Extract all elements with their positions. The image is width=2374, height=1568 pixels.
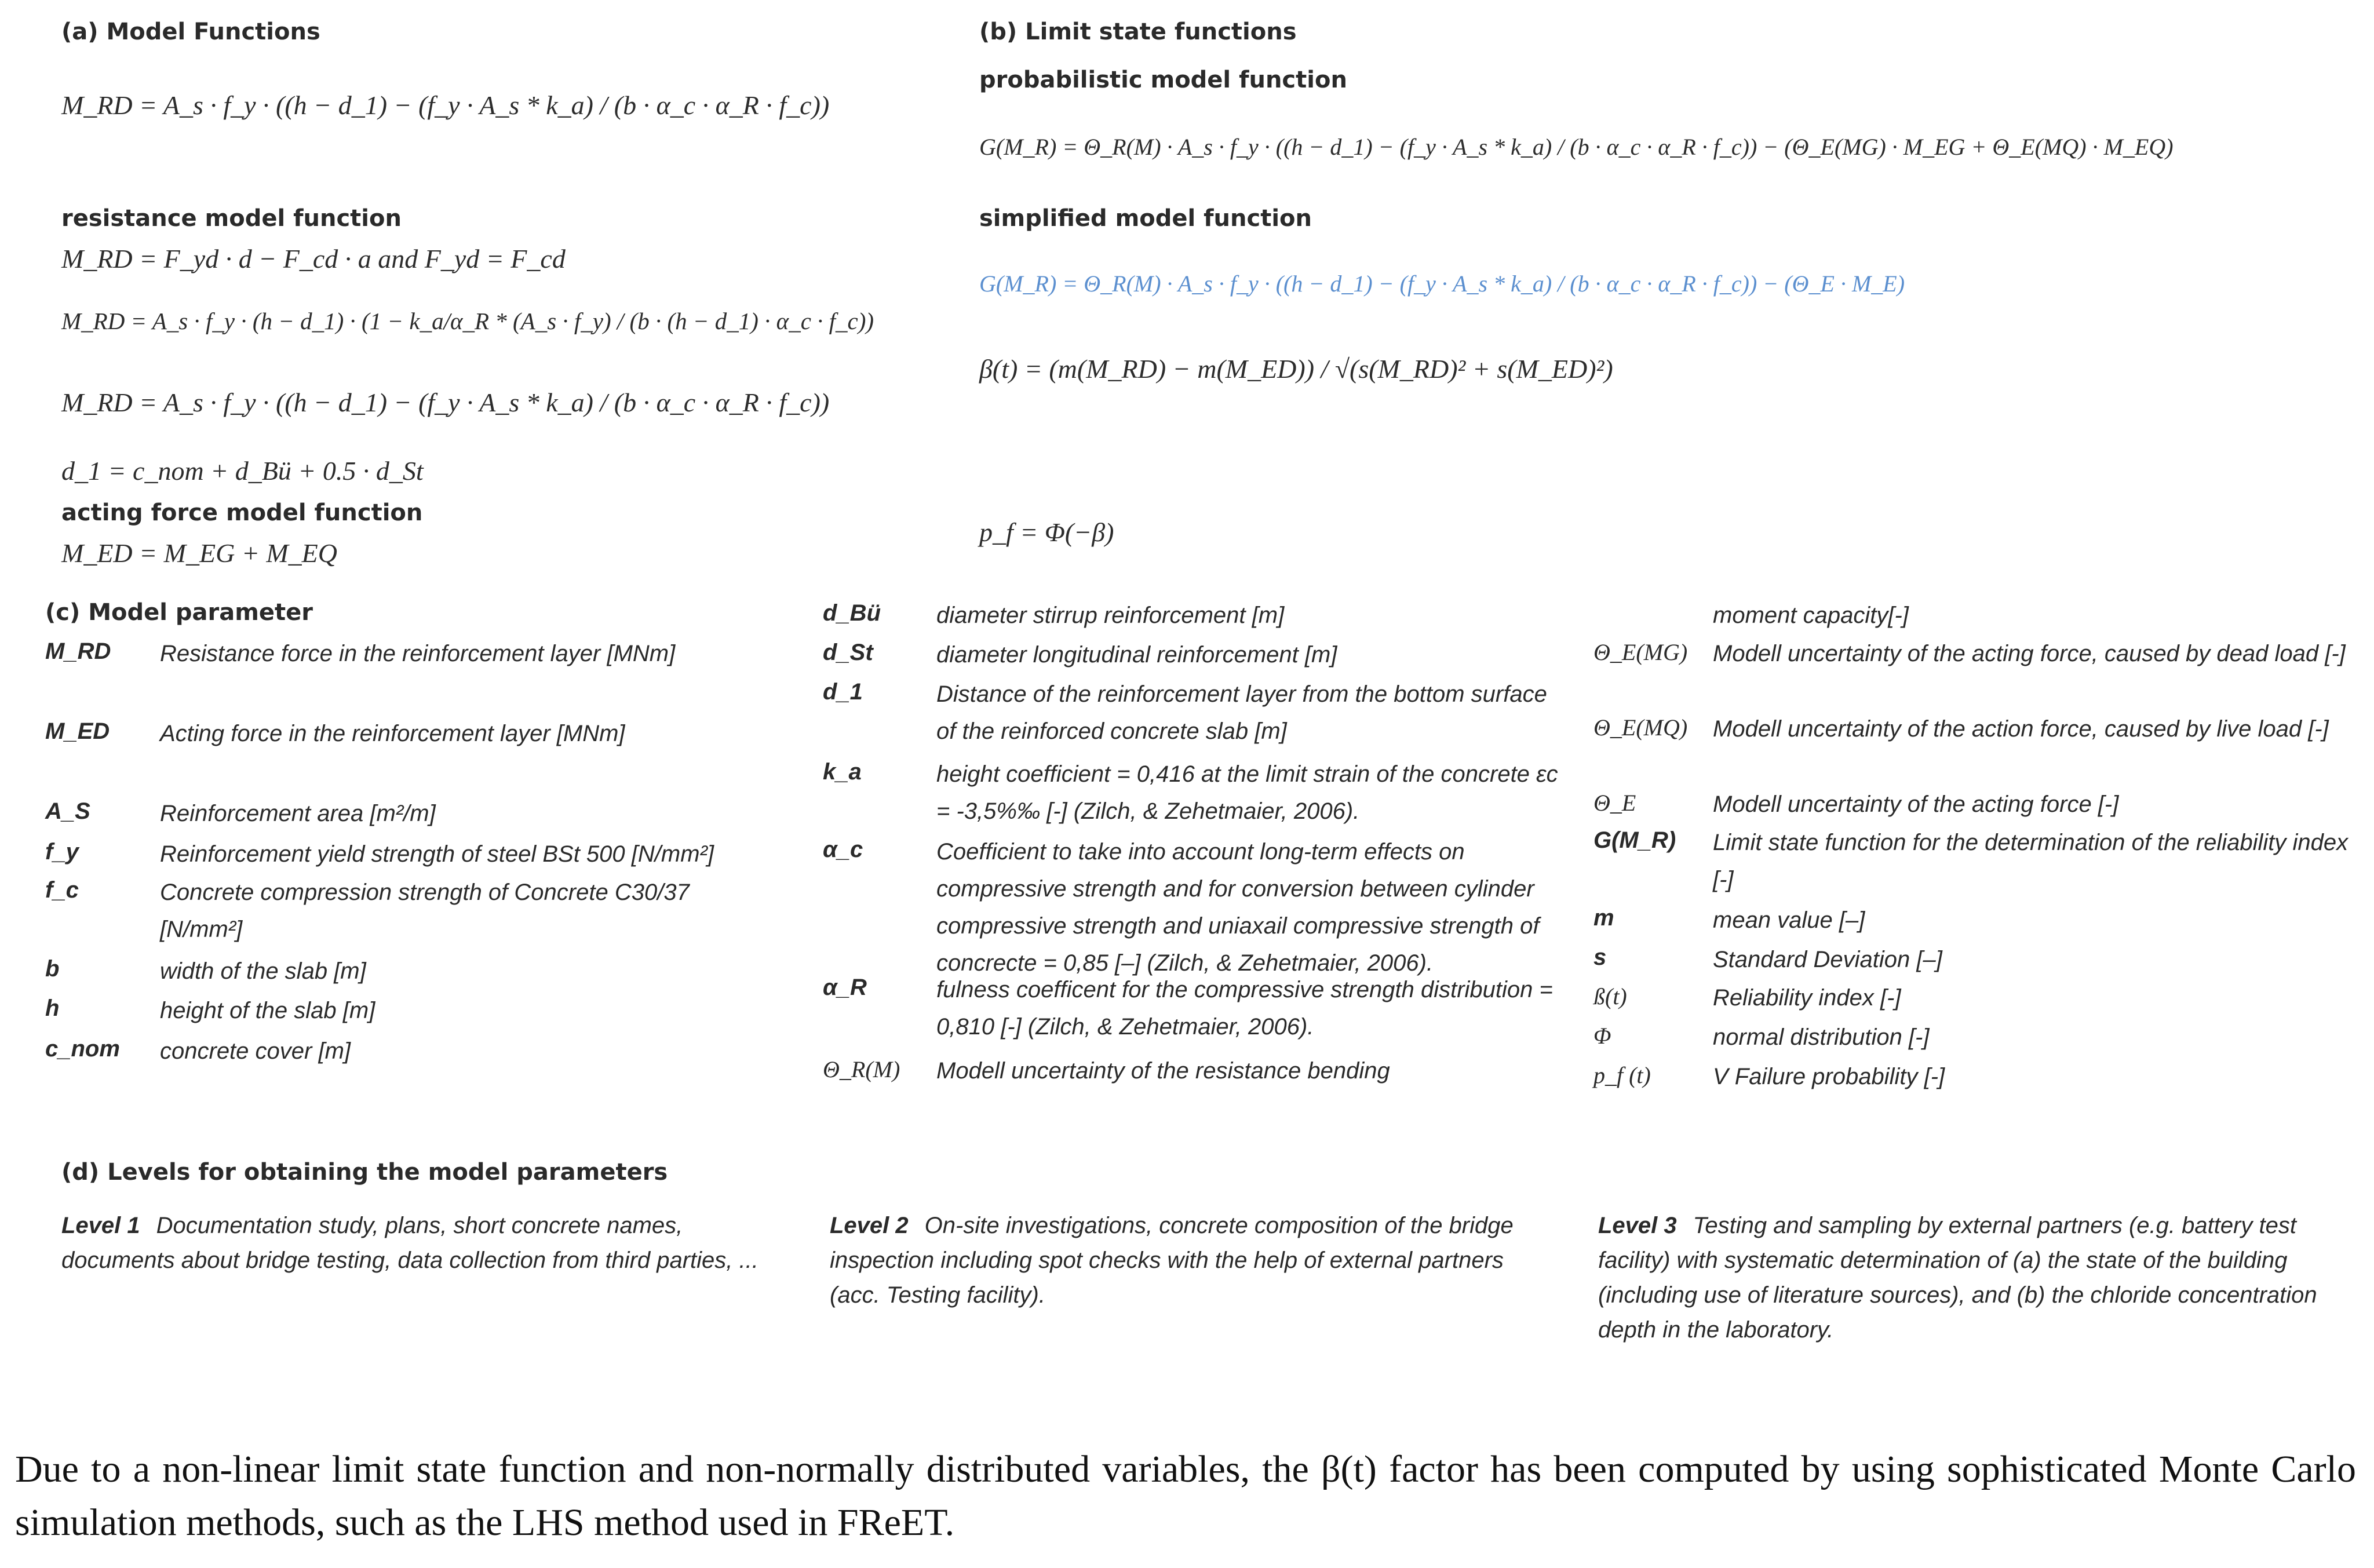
param-symbol: d_1 bbox=[823, 679, 863, 705]
param-definition: Modell uncertainty of the acting force [-] bbox=[1713, 792, 2119, 817]
param-symbol: h bbox=[45, 996, 60, 1021]
level-2-block bbox=[830, 1208, 1548, 1312]
param-symbol: d_St bbox=[823, 640, 873, 665]
simplified-heading: simplified model function bbox=[979, 205, 1312, 232]
panel-a-title: (a) Model Functions bbox=[61, 19, 320, 45]
param-definition: Limit state function for the determination of the reliability index [-] bbox=[1713, 830, 2349, 892]
param-definition: Coefficient to take into account long-term effects on compressive strength and for conversion between cylinder compressive strength and uniaxail compressive strength of concrecte = 0,85 [–] (Zilch, & Zehetmaier, 2006). bbox=[936, 839, 1540, 976]
param-definition: normal distribution [-] bbox=[1713, 1024, 1930, 1050]
param-definition: fulness coefficent for the compressive strength distribution = 0,810 [-] (Zilch, & Zehetmaier, 2006). bbox=[936, 977, 1553, 1040]
level-text: Testing and sampling by external partners (e.g. battery test facility) with systematic determination of (a) the state of the building (including use of literature sources), and (b) the chloride concentration depth in the laboratory. bbox=[1598, 1213, 2317, 1343]
param-definition: Reinforcement yield strength of steel BSt 500 [N/mm²] bbox=[160, 841, 714, 867]
param-definition: Distance of the reinforcement layer from the bottom surface of the reinforced concrete slab [m] bbox=[936, 681, 1547, 744]
probabilistic-heading: probabilistic model function bbox=[979, 67, 1347, 93]
level-label: Level 3 bbox=[1598, 1213, 1677, 1238]
param-symbol: α_R bbox=[823, 975, 867, 1000]
param-definition: Standard Deviation [–] bbox=[1713, 947, 1942, 972]
param-symbol: c_nom bbox=[45, 1036, 120, 1062]
param-symbol: s bbox=[1593, 945, 1607, 970]
panel-c-title: (c) Model parameter bbox=[45, 599, 313, 626]
param-symbol: p_f (t) bbox=[1593, 1062, 1651, 1088]
equation-pf: p_f = Φ(−β) bbox=[979, 517, 1114, 547]
param-definition: Modell uncertainty of the acting force, caused by dead load [-] bbox=[1713, 641, 2346, 666]
equation-resistance-2: M_RD = A_s · f_y · (h − d_1) · (1 − k_a/α_R * (A_s · f_y) / (b · (h − d_1) · α_c · f_c)) bbox=[61, 308, 874, 334]
panel-d-title: (d) Levels for obtaining the model parameters bbox=[61, 1159, 668, 1186]
equation-resistance-3: M_RD = A_s · f_y · ((h − d_1) − (f_y · A_s * k_a) / (b · α_c · α_R · f_c)) bbox=[61, 388, 830, 417]
param-definition: diameter stirrup reinforcement [m] bbox=[936, 603, 1285, 628]
resistance-heading: resistance model function bbox=[61, 205, 402, 232]
param-symbol: ß(t) bbox=[1593, 983, 1627, 1009]
param-symbol: M_ED bbox=[45, 719, 110, 744]
param-definition: V Failure probability [-] bbox=[1713, 1064, 1945, 1089]
param-symbol: M_RD bbox=[45, 639, 111, 664]
param-definition: Reliability index [-] bbox=[1713, 985, 1901, 1011]
level-1-block bbox=[61, 1208, 768, 1278]
figure-caption: Due to a non-linear limit state function and non-normally distributed variables, the β(t) factor has been computed by using sophisticated Monte Carlo simulation methods, such as the LHS method used in FReET. bbox=[15, 1448, 2356, 1544]
equation-simplified: G(M_R) = Θ_R(M) · A_s · f_y · ((h − d_1) − (f_y · A_s * k_a) / (b · α_c · α_R · f_c)) − (Θ_E · M_E) bbox=[979, 271, 1905, 297]
param-definition: Resistance force in the reinforcement layer [MNm] bbox=[160, 641, 676, 666]
param-definition: Acting force in the reinforcement layer [MNm] bbox=[160, 721, 625, 746]
param-definition: diameter longitudinal reinforcement [m] bbox=[936, 642, 1337, 668]
level-text: On-site investigations, concrete composition of the bridge inspection including spot checks with the help of external partners (acc. Testing facility). bbox=[830, 1213, 1514, 1308]
equation-beta: β(t) = (m(M_RD) − m(M_ED)) / √(s(M_RD)² + s(M_ED)²) bbox=[979, 354, 1613, 384]
param-definition: Concrete compression strength of Concrete C30/37 [N/mm²] bbox=[160, 880, 690, 942]
param-symbol: d_Bü bbox=[823, 600, 881, 626]
param-symbol: Θ_E(MG) bbox=[1593, 639, 1688, 665]
param-definition: height coefficient = 0,416 at the limit strain of the concrete εc = -3,5%‰ [-] (Zilch, & Zehetmaier, 2006). bbox=[936, 761, 1558, 824]
param-symbol: Θ_E bbox=[1593, 790, 1636, 816]
param-definition: Modell uncertainty of the resistance bending bbox=[936, 1058, 1390, 1084]
level-label: Level 1 bbox=[61, 1213, 140, 1238]
param-symbol: b bbox=[45, 956, 60, 982]
param-definition: width of the slab [m] bbox=[160, 958, 366, 984]
equation-med: M_ED = M_EG + M_EQ bbox=[61, 538, 337, 568]
param-symbol: G(M_R) bbox=[1593, 827, 1676, 853]
param-symbol: Φ bbox=[1593, 1023, 1611, 1049]
param-definition: mean value [–] bbox=[1713, 907, 1865, 933]
param-symbol: α_c bbox=[823, 837, 863, 862]
acting-force-heading: acting force model function bbox=[61, 499, 423, 526]
param-definition: height of the slab [m] bbox=[160, 998, 375, 1023]
equation-d1: d_1 = c_nom + d_Bü + 0.5 · d_St bbox=[61, 456, 424, 486]
level-3-block bbox=[1598, 1208, 2334, 1347]
param-definition: Modell uncertainty of the action force, caused by live load [-] bbox=[1713, 716, 2329, 742]
param-symbol: f_y bbox=[45, 839, 79, 865]
param-definition: Reinforcement area [m²/m] bbox=[160, 801, 436, 826]
level-label: Level 2 bbox=[830, 1213, 909, 1238]
param-symbol: m bbox=[1593, 905, 1614, 931]
panel-b-title: (b) Limit state functions bbox=[979, 19, 1297, 45]
param-definition: moment capacity[-] bbox=[1713, 603, 1909, 628]
param-symbol: k_a bbox=[823, 759, 862, 785]
param-symbol: f_c bbox=[45, 877, 79, 903]
param-symbol: Θ_R(M) bbox=[823, 1056, 900, 1082]
equation-model-function: M_RD = A_s · f_y · ((h − d_1) − (f_y · A_s * k_a) / (b · α_c · α_R · f_c)) bbox=[61, 90, 830, 120]
param-symbol: Θ_E(MQ) bbox=[1593, 714, 1688, 741]
param-definition: concrete cover [m] bbox=[160, 1038, 351, 1064]
equation-probabilistic: G(M_R) = Θ_R(M) · A_s · f_y · ((h − d_1) − (f_y · A_s * k_a) / (b · α_c · α_R · f_c)) − (Θ_E(MG) · M_EG + Θ_E(MQ) · M_EQ) bbox=[979, 134, 2174, 160]
param-symbol: A_S bbox=[45, 798, 90, 824]
equation-resistance-1: M_RD = F_yd · d − F_cd · a and F_yd = F_cd bbox=[61, 244, 566, 274]
level-text: Documentation study, plans, short concrete names, documents about bridge testing, data collection from third parties, ... bbox=[61, 1213, 758, 1273]
